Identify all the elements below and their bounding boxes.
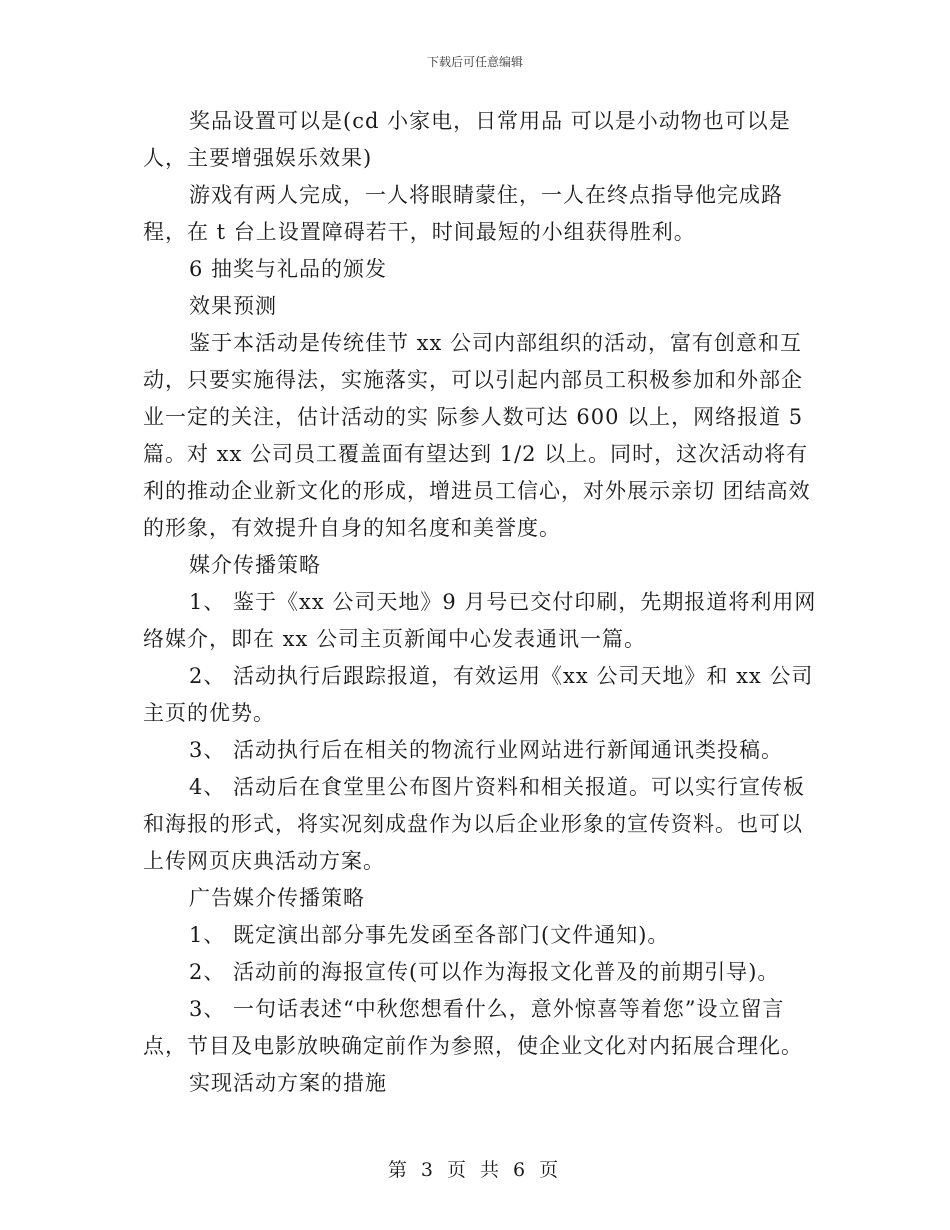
- document-body: [143, 103, 823, 1102]
- heading-media-strategy: 媒介传播策略: [189, 553, 321, 577]
- paragraph-game-rules: 游戏有两人完成，一人将眼睛蒙住，一人在终点指导他完成路程，在 t 台上设置障碍若干，时间最短的小组获得胜利。: [143, 183, 783, 244]
- page-header-note: 下载后可任意编辑: [426, 55, 523, 69]
- heading-implementation-measures: 实现活动方案的措施: [189, 1071, 387, 1095]
- list-item-media-2: 2、 活动执行后跟踪报道，有效运用《xx 公司天地》和 xx 公司主页的优势。: [143, 664, 814, 725]
- list-item-ad-2: 2、 活动前的海报宣传(可以作为海报文化普及的前期引导)。: [189, 960, 780, 984]
- paragraph-prizes: 奖品设置可以是(cd 小家电，日常用品 可以是小动物也可以是人，主要增强娱乐效果): [143, 109, 791, 170]
- list-item-ad-3: 3、 一句话表述“中秋您想看什么，意外惊喜等着您”设立留言点，节目及电影放映确定前作为参照，使企业文化对内拓展合理化。: [143, 997, 803, 1058]
- heading-ad-strategy: 广告媒介传播策略: [189, 886, 365, 910]
- paragraph-lottery: 6 抽奖与礼品的颁发: [189, 257, 388, 281]
- list-item-media-4: 4、 活动后在食堂里公布图片资料和相关报道。可以实行宣传板和海报的形式，将实况刻成盘作为以后企业形象的宣传资料。也可以上传网页庆典活动方案。: [143, 775, 806, 873]
- paragraph-effect-forecast: 鉴于本活动是传统佳节 xx 公司内部组织的活动，富有创意和互动，只要实施得法，实施落实，可以引起内部员工积极参加和外部企业一定的关注，估计活动的实 际参人数可达 600 以上，网络报道 5 篇。对 xx 公司员工覆盖面有望达到 1/2 以上。同时，这次活动将有利的推动企业新文化的形成，增进员工信心，对外展示亲切 团结高效的形象，有效提升自身的知名度和美誉度。: [143, 331, 811, 540]
- list-item-media-1: 1、 鉴于《xx 公司天地》9 月号已交付印刷，先期报道将利用网络媒介，即在 xx 公司主页新闻中心发表通讯一篇。: [143, 590, 817, 651]
- list-item-ad-1: 1、 既定演出部分事先发函至各部门(文件通知)。: [189, 923, 670, 947]
- page-number-footer: 第 3 页 共 6 页: [387, 1159, 563, 1181]
- heading-effect-forecast: 效果预测: [189, 294, 277, 318]
- list-item-media-3: 3、 活动执行后在相关的物流行业网站进行新闻通讯类投稿。: [189, 738, 784, 762]
